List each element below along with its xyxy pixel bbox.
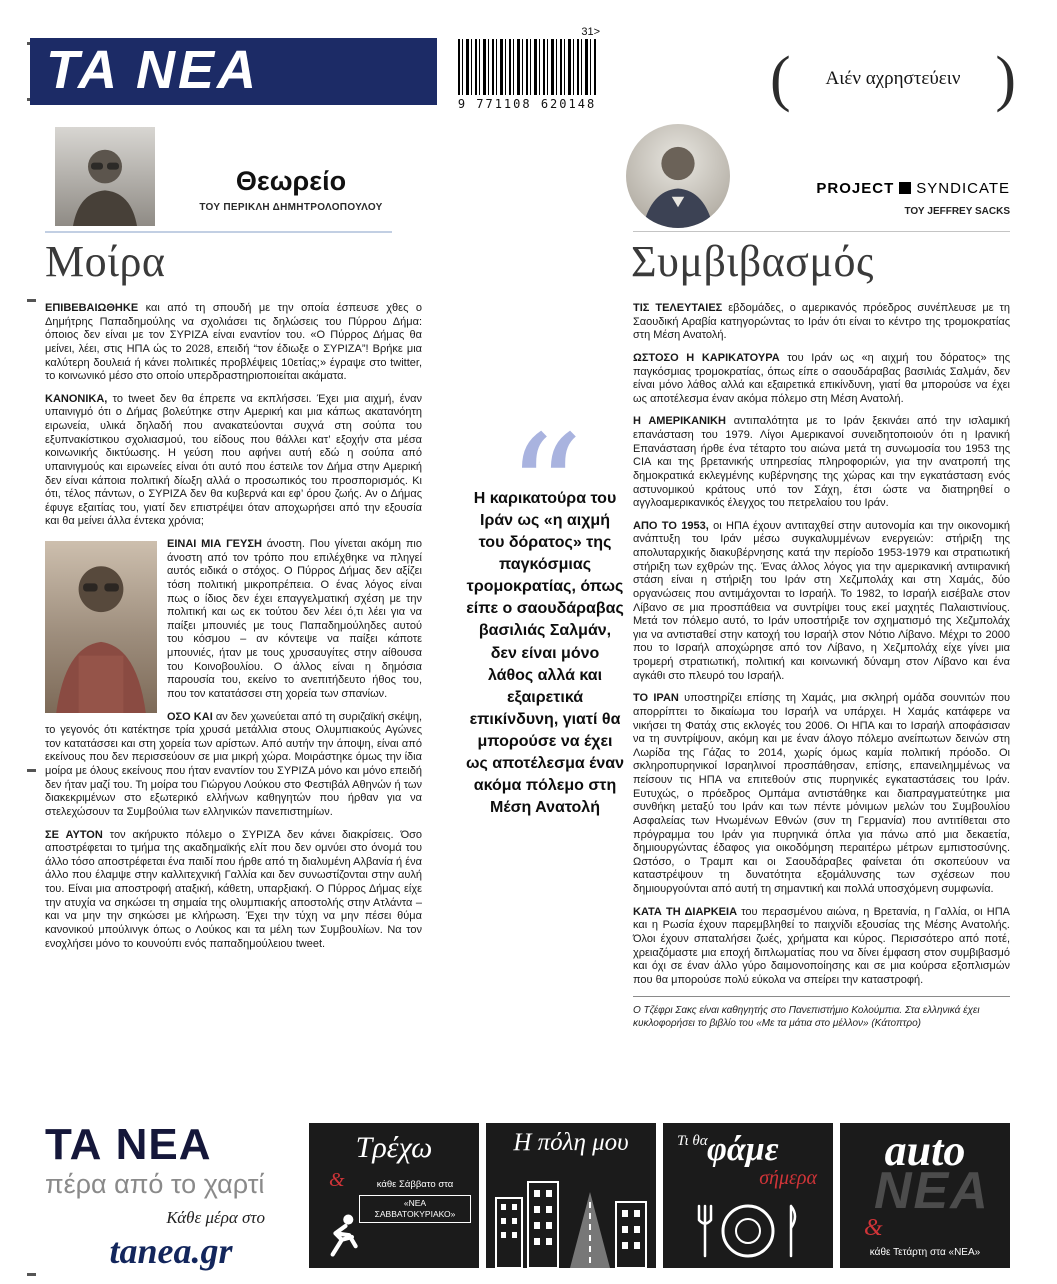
print-mark	[27, 1273, 36, 1276]
left-article-body	[45, 302, 422, 960]
footer-panel-trexo	[309, 1123, 479, 1268]
print-mark	[27, 299, 36, 302]
right-article-body	[633, 302, 1010, 1030]
paragraph-lead: ΣΕ ΑΥΤΟΝ	[45, 828, 103, 841]
auto-title: auto	[884, 1126, 966, 1175]
poli-title: Η πόλη μου	[513, 1129, 629, 1156]
paragraph-text: άνοστη. Που γίνεται ακόμη πιο άνοστη από τον τρόπο που επιλέχθηκε να πληγεί αυτός ειδικά ο στόχος. Ο Πύρρος Δήμας δεν αξίζει τόση πολιτική μικροπρέπεια. Ο ένας λόγος είναι πως ο ίδιος δεν έχει επαγγελματική σχέση με την πολιτική και ως εκ τούτου δεν λέει ό,τι λέει για να παίξει μπουνιές με τους Παπαδημούληδες αυτού του κόσμου – αν κόντεψε να παίξει κάποτε μπουνιές, ήταν με τους χρυσαυγίτες στην αίθουσα του Κοινοβουλίου. Ο άλλος είναι η δημόσια παρουσία του, εκείνο το ανεπιτήδευτο ήθος του, που τον κατατάσσει στη χορεία των σπανίων.	[167, 538, 422, 700]
paragraph-lead: ΑΠΟ ΤΟ 1953,	[633, 519, 709, 532]
footer-panel-fame	[663, 1123, 833, 1268]
auto-ghost-text: ΝΕΑ	[874, 1162, 990, 1220]
ps-logo-project: PROJECT	[816, 180, 895, 197]
footer-sub: Κάθε μέρα στο	[166, 1208, 265, 1227]
article-paragraph	[633, 520, 1010, 684]
auto-subtitle: κάθε Τετάρτη στα «ΝΕΑ»	[869, 1247, 981, 1258]
left-byline: ΤΟΥ ΠΕΡΙΚΛΗ ΔΗΜΗΤΡΟΛΟΠΟΥΛΟΥ	[199, 202, 383, 213]
article-paragraph	[45, 711, 422, 820]
barcode	[452, 26, 602, 112]
paragraph-text: υποστηρίζει επίσης τη Χαμάς, μια σκληρή ομάδα σουνιτών που απορρίπτει το δικαίωμα του Ισραήλ να υπάρχει. Η Χαμάς κατάφερε να νικήσει τη Φατάχ στις εκλογές του 2006. Οι ΗΠΑ και το Ισραήλ αποφάσισαν να τη συντρίψουν, ακόμη και με έναν άλογο πόλεμο ανείπωτων δεινών στη Λωρίδα της Γάζας το 2014, χωρίς όμως καμία πολιτική πρόοδο. Οι σκληροπυρηνικοί Ισραηλινοί προσπάθησαν, επίσης, επανειλημμένως να πείσουν τις ΗΠΑ να επιτεθούν στις πυρηνικές εγκαταστάσεις του Ιράν. Ευτυχώς, ο πρόεδρος Ομπάμα αντιστάθηκε και διαπραγματεύτηκε μια συνθήκη μεταξύ του Ιράν και των πέντε μόνιμων μελών του Συμβουλίου Ασφαλείας των Ηνωμένων Εθνών (συν τη Γερμανία) που αντιτίθεται στο πρόγραμμα του Ιράν για πυρηνικά όπλα για πάνω από μια δεκαετία, δημιουργώντας έδαφος για οικοδόμηση περαιτέρω μέτρων εμπιστοσύνης. Ωστόσο, ο Τραμπ και οι Σαουδάραβες φαίνεται ότι σκοπεύουν να καταστρέψουν τη δυνατότητα εξομάλυνσης των σχέσεων που δημιουργούνται από αυτή τη σημαντική και πολλά υποσχόμενη συμφωνία.	[633, 692, 1010, 895]
article-paragraph	[633, 415, 1010, 510]
paragraph-lead: ΚΑΝΟΝΙΚΑ,	[45, 392, 108, 405]
article-paragraph	[633, 906, 1010, 988]
paragraph-lead: ΟΣΟ ΚΑΙ	[167, 710, 213, 723]
paragraph-lead: ΕΠΙΒΕΒΑΙΩΘΗΚΕ	[45, 302, 139, 314]
author-footnote: Ο Τζέφρι Σακς είναι καθηγητής στο Πανεπιστήμιο Κολούμπια. Στα ελληνικά έχει κυκλοφορήσει το βιβλίο του «Με τα μάτια στο μέλλον» (Κάτοπτρο)	[633, 996, 1010, 1030]
article-paragraph	[45, 302, 422, 384]
person-silhouette-icon	[45, 541, 157, 713]
project-syndicate-logo	[798, 180, 1010, 197]
right-headline: Συμβιβασμός	[631, 237, 874, 286]
auto-ampersand: &	[864, 1215, 883, 1241]
barcode-issue-tag: 31>	[581, 26, 600, 38]
open-quote-icon	[466, 398, 624, 472]
paragraph-lead: ΚΑΤΑ ΤΗ ΔΙΑΡΚΕΙΑ	[633, 905, 738, 918]
article-paragraph	[45, 829, 422, 952]
footer-panel-auto	[840, 1123, 1010, 1268]
trexo-line2: «ΝΕΑ ΣΑΒΒΑΤΟΚΥΡΙΑΚΟ»	[359, 1195, 471, 1223]
masthead-motto	[770, 45, 1016, 113]
article-paragraph	[633, 692, 1010, 896]
masthead-logo: ΤΑ ΝΕΑ	[30, 38, 437, 105]
paren-open: (	[770, 45, 791, 113]
paragraph-lead: ΤΙΣ ΤΕΛΕΥΤΑΙΕΣ	[633, 302, 723, 314]
running-person-icon	[317, 1212, 363, 1262]
barcode-bars-icon	[458, 39, 596, 95]
plate-cutlery-icon	[687, 1200, 809, 1262]
paragraph-text: του Ιράν ως «η αιχμή του δόρατος» της παγκόσμιας τρομοκρατίας, όπως είπε ο σαουδάραβας βασιλιάς Σαλμάν, δεν είναι μόνο λάθος αλλά και εξαιρετικά επικίνδυνη, γιατί θα μπορούσε να έχει ως αποτέλεσμα έναν ακόμα πόλεμο στη Μέση Ανατολή.	[633, 351, 1010, 405]
paragraph-text: εβδομάδες, ο αμερικανός πρόεδρος συνέπλευσε με τη Σαουδική Αραβία κατηγορώντας το Ιράν ότι είναι το κέντρο της τρομοκρατίας στη Μέση Ανατολή.	[633, 302, 1010, 342]
article-paragraph	[45, 393, 422, 529]
paragraph-text: τον ακήρυκτο πόλεμο ο ΣΥΡΙΖΑ δεν κάνει διακρίσεις. Όσο αποστρέφεται το τμήμα της ακαδημαϊκής ελίτ που δεν ομνύει στο όνομά του άλλο τόσο αποστρέφεται ένα παιδί που ήρθε από τη διαλυμένη Αλβανία ή ένα άλλο που έλαμψε στην καλλιτεχνική Γαλλία και δεν συνωστίζονται στην αυλή του. Είναι μια αποστροφή αταξική, κάθετη, υπαρξιακή. Ο Πύρρος Δήμας είχε την ατυχία να σηκώσει τη σημαία της ολυμπιακής αποστολής στην Ατλάντα – και να μην την σηκώσει με κλήρωση. Έχει την τύχη να μην πέσει θύμα κανονικού μπούλινγκ όπως ο Λούκος και τα μέλη των Συμβουλίων. Να τον ενοχλήσει μόνο το κουνούπι ενός παπαδημούλειου tweet.	[45, 828, 422, 950]
left-headline: Μοίρα	[45, 237, 166, 286]
close-quote-icon	[466, 833, 624, 903]
inline-photo-dimas	[45, 541, 157, 713]
person-silhouette-icon	[55, 127, 155, 226]
city-buildings-icon	[486, 1172, 656, 1268]
footer-tagline: πέρα από το χαρτί	[45, 1169, 265, 1199]
ps-logo-syndicate: SYNDICATE	[916, 180, 1010, 197]
columnist-photo	[55, 127, 155, 226]
paragraph-text: το tweet δεν θα έπρεπε να εκπλήσσει. Έχει μια αιχμή, έναν υπαινιγμό ότι ο Δήμας βολεύτηκε στην Αμερική και μια κάπως ακατανόητη ειρωνεία, υλικά δηλαδή που ανακατεύονται συχνά στη σούπα του εξυπνακίστικου σχολιασμού, του είδους που θάλλει κατ’ εξοχήν στα μέσα κοινωνικής δικτύωσης. Η γεύση που αφήνει αυτή εδώ η σούπα από υπαινιγμούς και ειρωνείες είναι ότι αυτό που έστειλε τον Δήμα στην Αμερική δεν είναι κάποια πολιτική δίωξη αλλά ο προσωπικός του προσπορισμός. Κι ότι, τέλος πάντων, ο ΣΥΡΙΖΑ δεν θα κυβερνά και εφ’ όρου ζωής. Αν ο Δήμας έφυγε εξαιτίας του, γιατί δεν επιστρέψει όταν αποχωρήσει από την εξουσία και θα μείνει άλλα έντεκα χρόνια;	[45, 392, 422, 528]
paragraph-text: αντιπαλότητα με το Ιράν ξεκινάει από την ισλαμική επανάσταση του 1979. Λίγοι Αμερικανοί συνειδητοποιούν ότι η Ιρανική Επανάσταση ήρθε ένα τέταρτο του αιώνα μετά τη συνωμοσία του 1953 της CIA και της βρετανικής υπηρεσίας πληροφοριών, για την ανατροπή της δημοκρατικά εκλεγμένης κυβέρνησης της χώρας και την εγκατάσταση ενός αστυνομικού κράτους υπό τον Σάχη, έτσι ώστε να διατηρηθεί ο αγγλοαμερικανικός έλεγχος του πετρελαίου του Ιράν.	[633, 415, 1010, 510]
footer-panel-poli	[486, 1123, 656, 1268]
trexo-subtitle	[359, 1179, 471, 1223]
fame-accent: σήμερα	[759, 1167, 817, 1189]
print-mark	[27, 769, 36, 772]
paragraph-lead: ΕΙΝΑΙ ΜΙΑ ΓΕΥΣΗ	[167, 538, 262, 550]
article-paragraph	[633, 302, 1010, 343]
trexo-line1: κάθε Σάββατο στα	[376, 1179, 454, 1190]
fame-title: φάμε	[707, 1131, 779, 1168]
header-rule	[633, 231, 1010, 232]
header-rule	[45, 231, 392, 233]
paragraph-lead: ΩΣΤΟΣΟ Η ΚΑΡΙΚΑΤΟΥΡΑ	[633, 351, 780, 364]
paragraph-lead: Η ΑΜΕΡΙΚΑΝΙΚΗ	[633, 415, 726, 428]
paren-close: )	[995, 45, 1016, 113]
left-column-header	[160, 166, 422, 213]
motto-text: Αιέν αχρηστεύειν	[825, 68, 961, 89]
fame-pre: Τι θα	[677, 1133, 708, 1149]
trexo-title: Τρέχω	[355, 1131, 433, 1164]
project-syndicate-logo-icon	[899, 182, 911, 194]
footer-url: tanea.gr	[109, 1231, 233, 1271]
paragraph-lead: ΤΟ ΙΡΑΝ	[633, 692, 679, 705]
paragraph-text: οι ΗΠΑ έχουν αντιταχθεί στην αυτονομία και την οικονομική ανάπτυξη του Ιράν μέσω συγκαλυμμένων ενεργειών: στήριξη της απολυταρχικής διακυβέρνησης κατά την περίοδο 1953-1979 και στρατιωτική στήριξη των εχθρών της. Ένας άλλος λόγος για την αμερικανική αντιιρανική στάση είναι η στήριξη του Ιράν στη Χεζμπολάχ και στη Χαμάς, δύο οργανώσεις που αντιμάχονται το Ισραήλ. Το 1982, το Ισραήλ εισέβαλε στον Λίβανο σε μια προσπάθεια να συντρίψει τους εκεί μαχητές Παλαιστινίους. Μετά τον πόλεμο αυτό, το Ιράν υποστήριξε τον σχηματισμό της Χεζμπολάχ για να αντισταθεί στην κατοχή του Ισραήλ στον Νότιο Λίβανο. Μέχρι το 2000 που το Ισραήλ αποχώρησε από τον Λίβανο, η Χεζμπολάχ είχε γίνει μια τρομερή στρατιωτική, πολιτική και κοινωνική δύναμη στον Λίβανο και ένα αγκάθι στο πλευρό του Ισραήλ.	[633, 519, 1010, 682]
paragraph-text: και από τη σπουδή με την οποία έσπευσε χθες ο Δημήτρης Παπαδημούλης να σχολιάσει τις δηλώσεις του Πύρρου Δήμα: όποιος δεν είναι με τον ΣΥΡΙΖΑ είναι εναντίον του. «Ο Πύρρος Δήμας θα μείνει, λέει, στις ΗΠΑ ώς το 2028, επειδή “τον έδιωξε ο ΣΥΡΙΖΑ”! Βρήκε μια καλύτερη δουλειά ή κάνει πολιτικές προβλέψεις 10ετίας;» έγραψε στο twitter, το κοινωνικό μέσο στο οποίο υπερδραστηριοποιείται ακάματα.	[45, 302, 422, 383]
paragraph-text: του περασμένου αιώνα, η Βρετανία, η Γαλλία, οι ΗΠΑ και η Ρωσία έχουν παρεμβληθεί το παιχνίδι εξουσίας της Μέσης Ανατολής. Όλοι έχουν σπαταλήσει ζωές, χρήματα και κύρος. Περισσότερο από ποτέ, χρειαζόμαστε μια εποχή διπλωματίας που να δίνει έμφαση στον συμβιβασμό και όχι σε έναν άλλο γύρο δαιμονοποίησης και σε μια κούρσα εξοπλισμών που θα μπορούσε πολύ εύκολα να σπείρει την καταστροφή.	[633, 905, 1010, 986]
pull-quote	[466, 398, 624, 903]
trexo-ampersand: &	[329, 1169, 345, 1191]
footer-panel-tanea	[45, 1120, 297, 1271]
footer-brand: ΤΑ ΝΕΑ	[45, 1120, 212, 1169]
column-title: Θεωρείο	[235, 166, 347, 196]
paragraph-text: αν δεν χωνεύεται από τη συριζαϊκή σκέψη, το γεγονός ότι κατέκτησε τρία χρυσά μετάλλια στους Ολυμπιακούς Αγώνες τον κατατάσσει και στη χορεία των αρίστων. Από αυτήν την άποψη, είναι από εκείνους που δεν περισσεύουν σε μια μικρή χώρα. Μοιράστηκε όμως την ίδια μοίρα με όλους εκείνους που ήταν εναντίον του ΣΥΡΙΖΑ μόνο και μόνο επειδή δεν ήταν μαζί του. Τη μοίρα του Γιώργου Λούκου στο Φεστιβάλ Αθηνών ή των διακεκριμένων στο εξωτερικό ελλήνων καθηγητών που ήρθαν για να στελεχώσουν τα Συμβούλια των ελληνικών πανεπιστημίων.	[45, 710, 422, 818]
barcode-number: 9 771108 620148	[457, 97, 597, 111]
article-paragraph	[633, 352, 1010, 407]
pull-quote-text: Η καρικατούρα του Ιράν ως «η αιχμή του δόρατος» της παγκόσμιας τρομοκρατίας, όπως είπε ο σαουδάραβας βασιλιάς Σαλμάν, δεν είναι μόνο λάθος αλλά και εξαιρετικά επικίνδυνη, γιατί θα μπορούσε να έχει ως αποτέλεσμα έναν ακόμα πόλεμο στη Μέση Ανατολή	[466, 490, 624, 817]
right-byline: ΤΟΥ JEFFREY SACKS	[904, 206, 1010, 217]
